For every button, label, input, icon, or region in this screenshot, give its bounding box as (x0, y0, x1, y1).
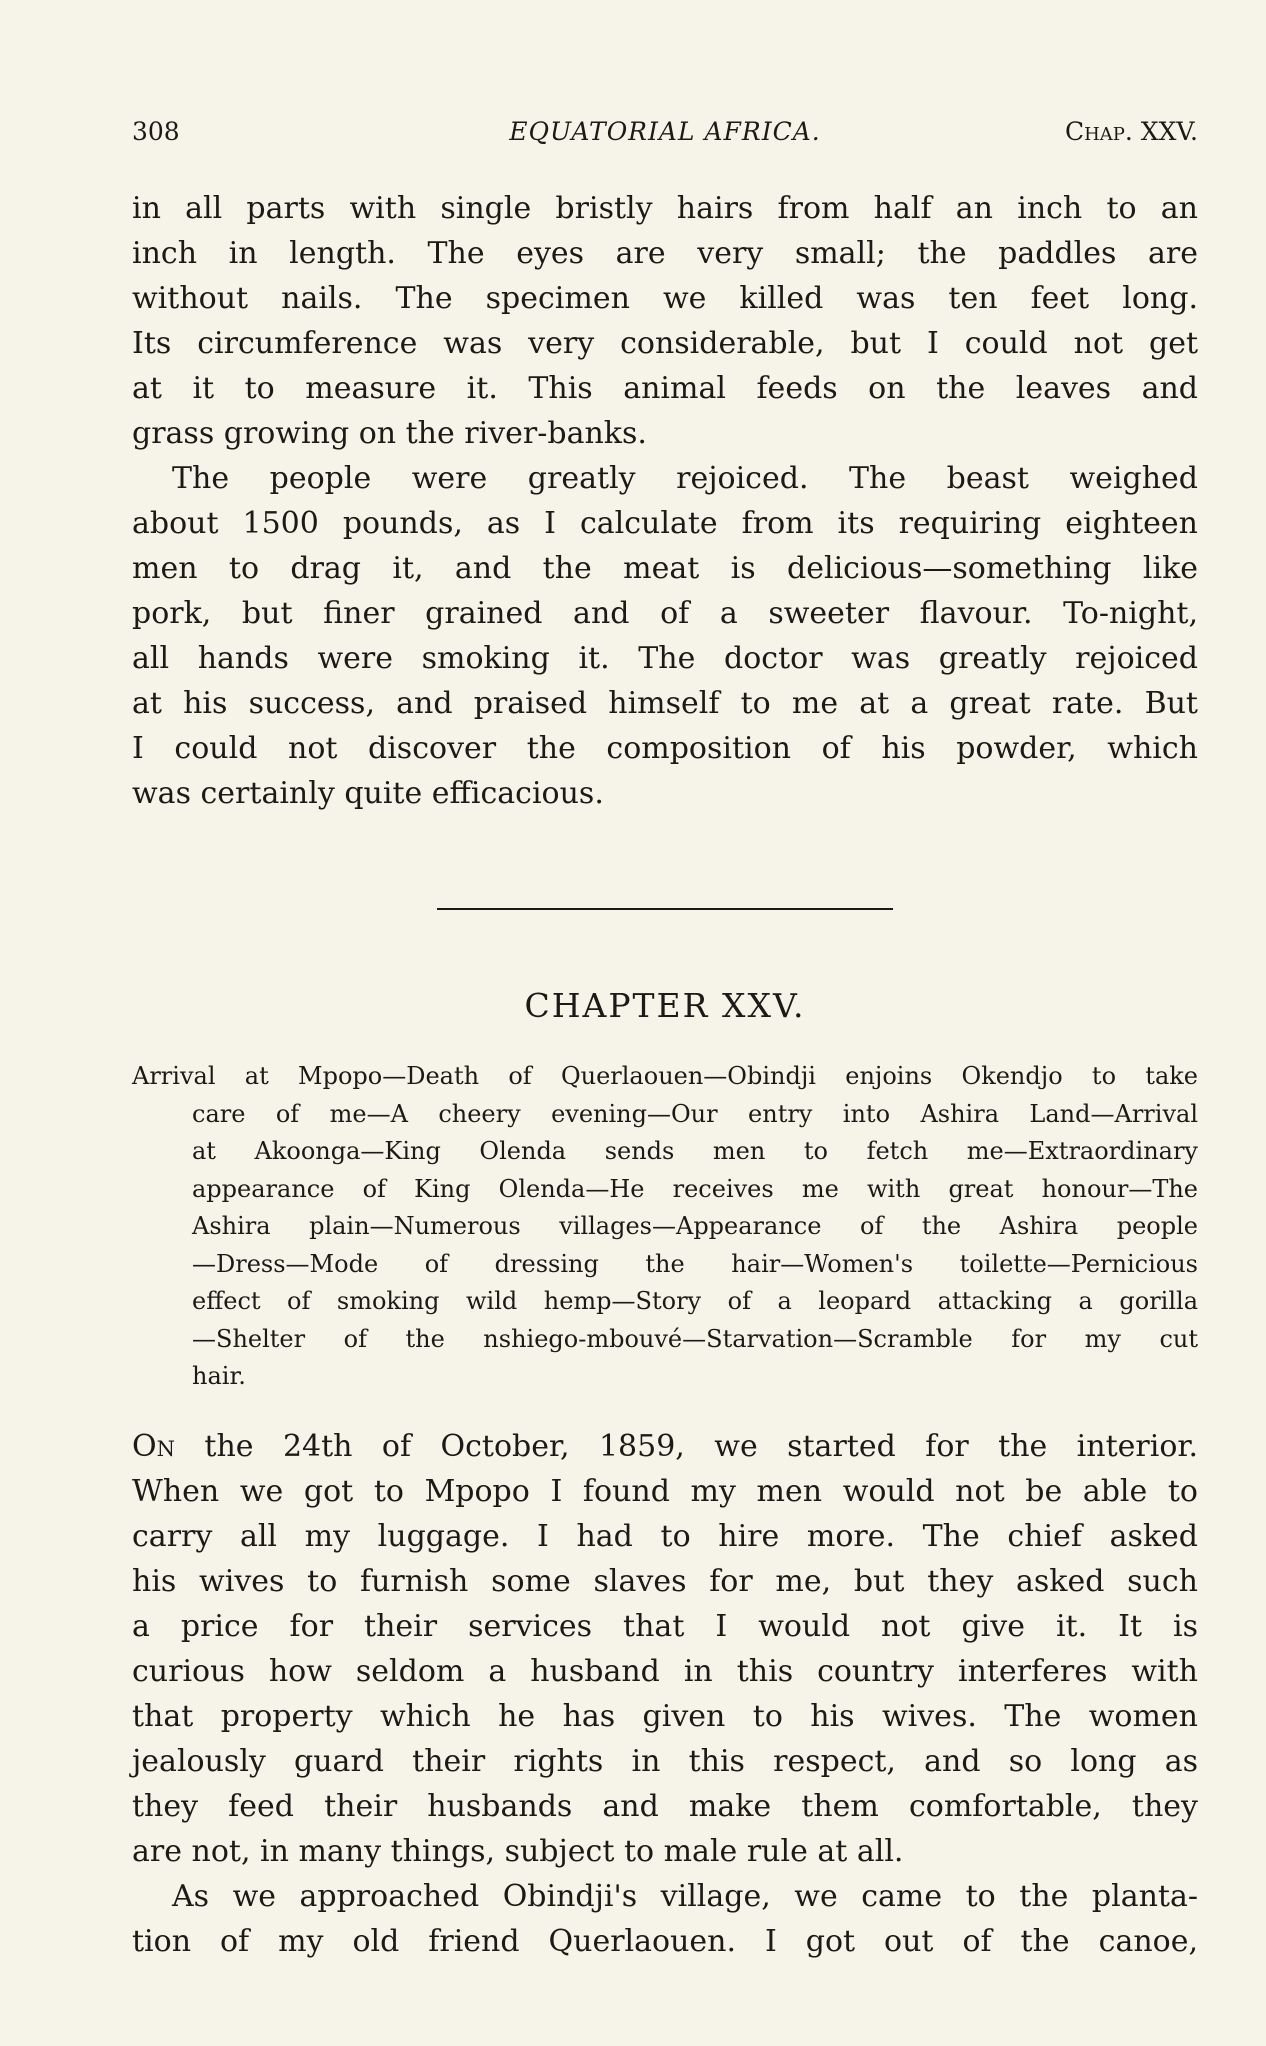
running-title: EQUATORIAL AFRICA. (509, 117, 821, 146)
summary-line: hair. (192, 1362, 246, 1390)
summary-line: care of me—A cheery evening—Our entry into Ashira Land—Arrival (192, 1099, 1198, 1128)
text-line: jealously guard their rights in this respect, and so long as (132, 1743, 1198, 1779)
paragraph-continuation (132, 186, 1198, 456)
chapter-reference: Chap. XXV. (1064, 117, 1198, 146)
text-line: that property which he has given to his wives. The women (132, 1698, 1198, 1734)
page-number: 308 (132, 117, 180, 146)
opening-word: On (132, 1428, 175, 1464)
text-line: Its circumference was very considerable, but I could not get (132, 326, 1198, 361)
running-head (132, 112, 1198, 152)
text-line: they feed their husbands and make them comfortable, they (132, 1788, 1198, 1824)
summary-line: appearance of King Olenda—He receives me with great honour—The (192, 1174, 1198, 1203)
chapter-summary (132, 1058, 1198, 1396)
paragraph-approach (132, 1874, 1198, 1964)
text-line: carry all my luggage. I had to hire more. The chief asked (132, 1518, 1198, 1554)
text-line: in all parts with single bristly hairs from half an inch to an (132, 191, 1198, 226)
text-line: curious how seldom a husband in this country interferes with (132, 1653, 1198, 1689)
section-divider (437, 908, 893, 910)
summary-line: at Akoonga—King Olenda sends men to fetch me—Extraordinary (192, 1137, 1198, 1165)
paragraph-departure (132, 1424, 1198, 1874)
text-line: a price for their services that I would not give it. It is (132, 1608, 1198, 1644)
text-line: without nails. The specimen we killed was ten feet long. (132, 281, 1198, 316)
text-line: are not, in many things, subject to male rule at all. (132, 1833, 904, 1869)
summary-line: —Shelter of the nshiego-mbouvé—Starvation—Scramble for my cut (192, 1324, 1198, 1353)
text-line: was certainly quite efficacious. (132, 776, 604, 811)
text-line: men to drag it, and the meat is delicious—something like (132, 551, 1198, 586)
text-line: about 1500 pounds, as I calculate from its requiring eighteen (132, 506, 1198, 541)
paragraph-beast (132, 456, 1198, 816)
text-line: all hands were smoking it. The doctor was greatly rejoiced (132, 641, 1198, 676)
text-line: pork, but finer grained and of a sweeter flavour. To-night, (132, 596, 1198, 631)
summary-line: —Dress—Mode of dressing the hair—Women's toilette—Pernicious (192, 1249, 1198, 1278)
book-page (132, 112, 1198, 1964)
summary-line: Arrival at Mpopo—Death of Querlaouen—Obindji enjoins Okendjo to take (132, 1062, 1198, 1090)
text-line (132, 1424, 1198, 1469)
text-line: When we got to Mpopo I found my men would not be able to (132, 1473, 1198, 1509)
text-line: his wives to furnish some slaves for me, but they asked such (132, 1563, 1198, 1599)
text-line: I could not discover the composition of his powder, which (132, 731, 1198, 766)
summary-line: Ashira plain—Numerous villages—Appearance of the Ashira people (192, 1212, 1198, 1240)
text-line: The people were greatly rejoiced. The beast weighed (172, 461, 1198, 496)
opening-line-text: the 24th of October, 1859, we started for the interior. (174, 1428, 1198, 1464)
text-line: tion of my old friend Querlaouen. I got out of the canoe, (132, 1923, 1198, 1959)
text-line: As we approached Obindji's village, we came to the planta- (172, 1878, 1198, 1914)
text-line: inch in length. The eyes are very small; the paddles are (132, 236, 1198, 271)
text-line: grass growing on the river-banks. (132, 416, 647, 451)
text-line: at his success, and praised himself to me at a great rate. But (132, 686, 1198, 721)
chapter-title: CHAPTER XXV. (524, 986, 806, 1025)
text-line: at it to measure it. This animal feeds on the leaves and (132, 371, 1198, 406)
summary-line: effect of smoking wild hemp—Story of a leopard attacking a gorilla (192, 1287, 1198, 1315)
